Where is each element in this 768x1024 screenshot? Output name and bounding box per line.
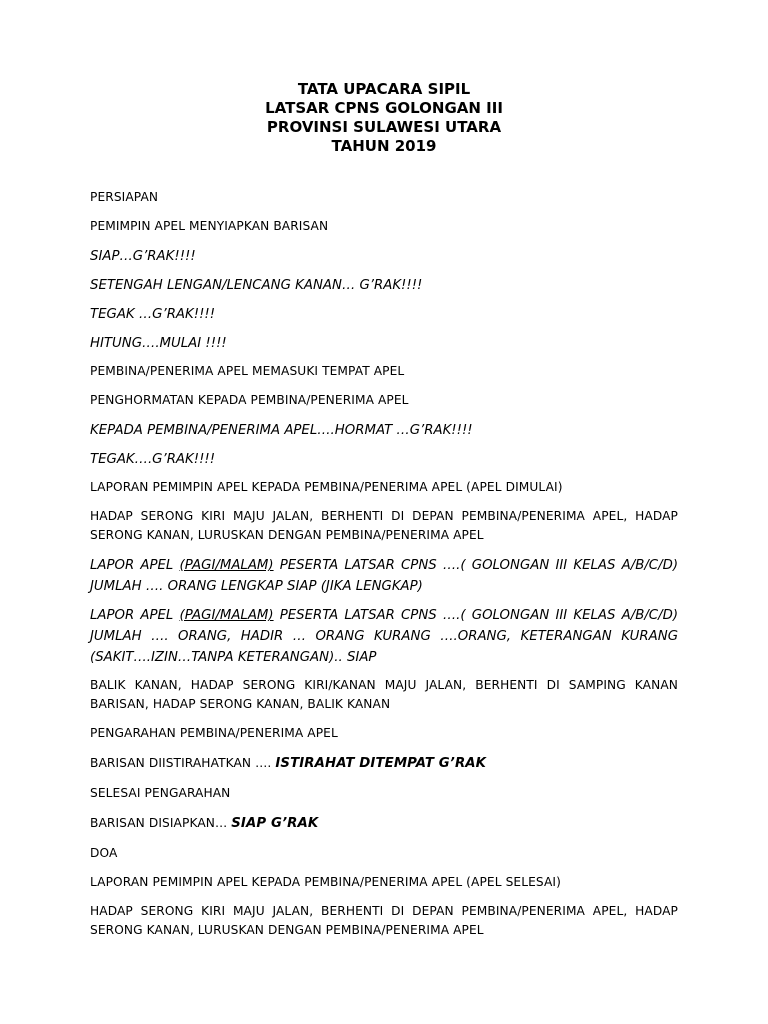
command-lapor-kurang <box>90 605 678 668</box>
instruction-selesai-pengarahan: SELESAI PENGARAHAN <box>90 786 231 800</box>
instruction-memasuki: PEMBINA/PENERIMA APEL MEMASUKI TEMPAT APEL <box>90 364 405 378</box>
lapor-pagi-malam: (PAGI/MALAM) <box>179 608 274 623</box>
command-lapor-lengkap <box>90 555 678 597</box>
instruction-diistirahatkan <box>90 753 678 774</box>
instruction-text: BARISAN DIISTIRAHATKAN …. <box>90 756 276 770</box>
lapor-prefix: LAPOR APEL <box>90 558 180 573</box>
title-line-1: TATA UPACARA SIPIL <box>297 80 471 98</box>
instruction-disiapkan <box>90 813 678 834</box>
lapor-rest: PESERTA LATSAR CPNS ….( GOLONGAN III KELAS A/B/C/D) JUMLAH …. ORANG LENGKAP SIAP (JIKA LENGKAP) <box>90 558 679 594</box>
command-hormat: KEPADA PEMBINA/PENERIMA APEL….HORMAT …G’RAK!!!! <box>90 423 473 438</box>
instruction-pengarahan: PENGARAHAN PEMBINA/PENERIMA APEL <box>90 726 338 740</box>
instruction-hadap-serong-2: HADAP SERONG KIRI MAJU JALAN, BERHENTI DI DEPAN PEMBINA/PENERIMA APEL, HADAP SERONG KANAN, LURUSKAN DENGAN PEMBINA/PENERIMA APEL <box>90 904 678 937</box>
command-tegak: TEGAK …G’RAK!!!! <box>90 307 216 322</box>
command-istirahat: ISTIRAHAT DITEMPAT G’RAK <box>275 756 487 771</box>
title-line-3: PROVINSI SULAWESI UTARA <box>266 118 502 136</box>
command-tegak-2: TEGAK….G’RAK!!!! <box>90 452 216 467</box>
instruction-laporan-dimulai: LAPORAN PEMIMPIN APEL KEPADA PEMBINA/PENERIMA APEL (APEL DIMULAI) <box>90 480 563 494</box>
title-line-2: LATSAR CPNS GOLONGAN III <box>265 99 503 117</box>
instruction-menyiapkan: PEMIMPIN APEL MENYIAPKAN BARISAN <box>90 219 329 233</box>
instruction-balik-kanan: BALIK KANAN, HADAP SERONG KIRI/KANAN MAJU JALAN, BERHENTI DI SAMPING KANAN BARISAN, HADAP SERONG KANAN, BALIK KANAN <box>90 678 678 711</box>
command-siap-grak: SIAP G’RAK <box>231 816 319 831</box>
instruction-penghormatan: PENGHORMATAN KEPADA PEMBINA/PENERIMA APEL <box>90 393 409 407</box>
command-siap: SIAP…G’RAK!!!! <box>90 249 196 264</box>
instruction-laporan-selesai: LAPORAN PEMIMPIN APEL KEPADA PEMBINA/PENERIMA APEL (APEL SELESAI) <box>90 875 561 889</box>
command-hitung: HITUNG….MULAI !!!! <box>90 336 227 351</box>
instruction-doa: DOA <box>90 846 118 860</box>
lapor-rest: PESERTA LATSAR CPNS ….( GOLONGAN III KELAS A/B/C/D) JUMLAH …. ORANG, HADIR … ORANG KURANG ….ORANG, KETERANGAN KURANG (SAKIT….IZIN…TANPA KETERANGAN).. SIAP <box>90 608 679 665</box>
command-lencang-kanan: SETENGAH LENGAN/LENCANG KANAN… G’RAK!!!! <box>90 278 423 293</box>
lapor-pagi-malam: (PAGI/MALAM) <box>179 558 274 573</box>
section-persiapan: PERSIAPAN <box>90 190 159 204</box>
lapor-prefix: LAPOR APEL <box>90 608 180 623</box>
instruction-text: BARISAN DISIAPKAN… <box>90 816 232 830</box>
title-line-4: TAHUN 2019 <box>331 137 437 155</box>
instruction-hadap-serong-1: HADAP SERONG KIRI MAJU JALAN, BERHENTI DI DEPAN PEMBINA/PENERIMA APEL, HADAP SERONG KANAN, LURUSKAN DENGAN PEMBINA/PENERIMA APEL <box>90 509 678 542</box>
document-title <box>90 80 678 156</box>
